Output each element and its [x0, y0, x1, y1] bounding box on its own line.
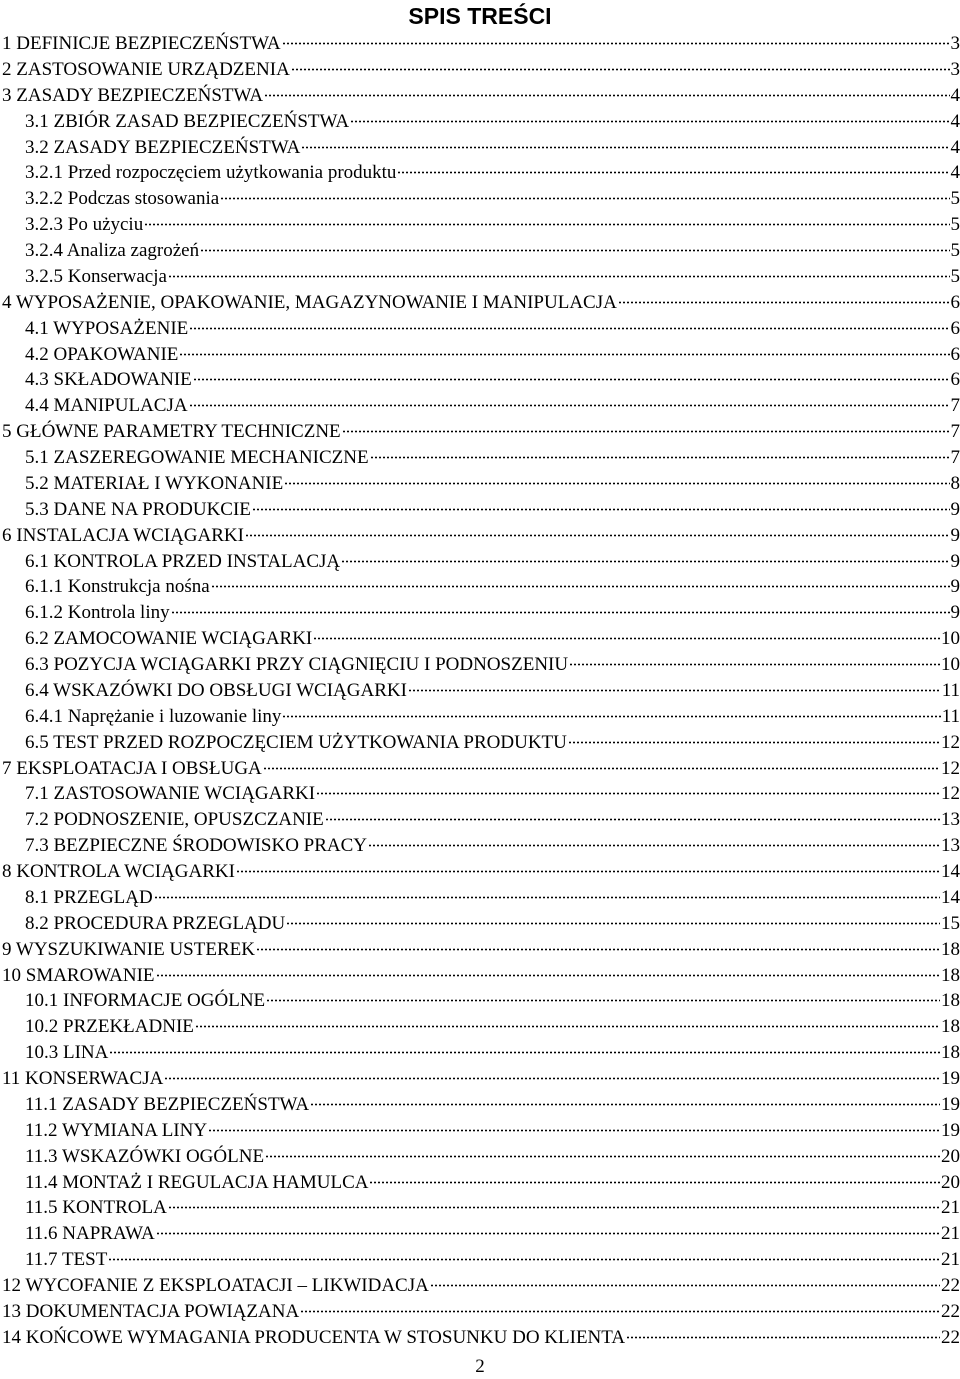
toc-entry[interactable]	[2, 937, 960, 963]
toc-entry-page: 3	[950, 33, 960, 54]
toc-entry-page: 10	[941, 628, 960, 650]
toc-entry-label: 6 INSTALACJA WCIĄGARKI	[2, 524, 244, 546]
toc-entry[interactable]	[2, 600, 960, 626]
toc-entry[interactable]	[2, 730, 960, 756]
toc-entry-label: 10.2 PRZEKŁADNIE	[25, 1016, 194, 1038]
toc-entry-label: 14 KOŃCOWE WYMAGANIA PRODUCENTA W STOSUNKU DO KLIENTA	[2, 1326, 626, 1348]
toc-entry[interactable]	[2, 988, 960, 1014]
toc-entry-label: 3.2 ZASADY BEZPIECZEŃSTWA	[25, 136, 301, 158]
dot-leader	[342, 430, 950, 433]
dot-leader	[397, 171, 949, 174]
toc-entry-label: 3.2.5 Konserwacja	[25, 265, 167, 287]
toc-entry-label: 4.1 WYPOSAŻENIE	[25, 317, 189, 339]
toc-entry-label: 10.1 INFORMACJE OGÓLNE	[25, 990, 266, 1012]
dot-leader	[200, 249, 949, 252]
toc-entry-page: 4	[950, 84, 960, 106]
dot-leader	[313, 637, 940, 640]
toc-entry-label: 3.2.2 Podczas stosowania	[25, 188, 220, 210]
toc-entry[interactable]	[2, 393, 960, 419]
toc-entry-label: 11.6 NAPRAWA	[25, 1223, 155, 1245]
toc-entry-page: 19	[941, 1119, 960, 1141]
toc-entry[interactable]	[2, 911, 960, 937]
toc-entry[interactable]	[2, 31, 960, 57]
toc-entry[interactable]	[2, 1299, 960, 1325]
table-of-contents	[2, 31, 960, 1351]
toc-entry-label: 3.2.4 Analiza zagrożeń	[25, 240, 200, 261]
toc-entry-label: 1 DEFINICJE BEZPIECZEŃSTWA	[2, 33, 281, 54]
toc-entry-label: 11.1 ZASADY BEZPIECZEŃSTWA	[25, 1093, 310, 1115]
toc-entry-label: 2 ZASTOSOWANIE URZĄDZENIA	[2, 58, 290, 80]
dot-leader	[569, 663, 940, 666]
toc-entry-label: 7.1 ZASTOSOWANIE WCIĄGARKI	[25, 783, 316, 805]
toc-entry-label: 7.3 BEZPIECZNE ŚRODOWISKO PRACY	[25, 835, 368, 857]
toc-entry-page: 13	[941, 809, 960, 831]
dot-leader	[282, 42, 950, 45]
toc-entry-page: 9	[950, 524, 960, 546]
toc-entry[interactable]	[2, 704, 960, 730]
toc-entry[interactable]	[2, 1144, 960, 1170]
toc-entry[interactable]	[2, 1092, 960, 1118]
toc-entry-page: 5	[950, 265, 960, 287]
dot-leader	[245, 534, 950, 537]
toc-entry-page: 22	[941, 1300, 960, 1322]
toc-entry-page: 20	[941, 1171, 960, 1193]
toc-entry-label: 8.1 PRZEGLĄD	[25, 886, 153, 908]
toc-entry-page: 6	[950, 343, 960, 365]
toc-entry-page: 11	[941, 705, 960, 727]
dot-leader	[156, 974, 940, 977]
dot-leader	[195, 1025, 940, 1028]
toc-entry-page: 7	[950, 421, 960, 443]
dot-leader	[264, 94, 949, 97]
toc-entry-page: 19	[941, 1093, 960, 1115]
toc-entry[interactable]	[2, 1221, 960, 1247]
toc-entry[interactable]	[2, 678, 960, 704]
toc-entry-label: 12 WYCOFANIE Z EKSPLOATACJI – LIKWIDACJA	[2, 1275, 429, 1296]
toc-entry[interactable]	[2, 367, 960, 393]
toc-entry[interactable]	[2, 238, 960, 264]
toc-entry-label: 5.2 MATERIAŁ I WYKONANIE	[25, 472, 284, 494]
toc-entry[interactable]	[2, 83, 960, 109]
toc-entry-page: 9	[950, 550, 960, 572]
toc-entry-label: 4 WYPOSAŻENIE, OPAKOWANIE, MAGAZYNOWANIE I MANIPULACJA	[2, 291, 617, 313]
toc-entry-label: 11.4 MONTAŻ I REGULACJA HAMULCA	[25, 1171, 369, 1193]
dot-leader	[266, 999, 940, 1002]
toc-entry[interactable]	[2, 652, 960, 678]
dot-leader	[171, 611, 950, 614]
toc-entry[interactable]	[2, 807, 960, 833]
toc-entry-page: 5	[950, 188, 960, 210]
dot-leader	[284, 482, 949, 485]
toc-entry[interactable]	[2, 781, 960, 807]
dot-leader	[252, 508, 950, 511]
dot-leader	[301, 146, 949, 149]
dot-leader	[408, 689, 941, 692]
toc-entry-label: 11.5 KONTROLA	[25, 1197, 167, 1219]
toc-entry-label: 5.1 ZASZEREGOWANIE MECHANICZNE	[25, 447, 369, 468]
dot-leader	[211, 585, 950, 588]
dot-leader	[189, 327, 949, 330]
toc-entry[interactable]	[2, 1247, 960, 1273]
toc-entry[interactable]	[2, 264, 960, 290]
toc-entry[interactable]	[2, 1273, 960, 1299]
dot-leader	[189, 404, 950, 407]
dot-leader	[263, 767, 940, 770]
dot-leader	[368, 844, 940, 847]
dot-leader	[168, 1206, 940, 1209]
toc-entry-page: 13	[941, 835, 960, 857]
dot-leader	[286, 922, 940, 925]
page-number: 2	[475, 1356, 485, 1377]
toc-entry-label: 3.1 ZBIÓR ZASAD BEZPIECZEŃSTWA	[25, 110, 350, 132]
toc-entry-label: 5 GŁÓWNE PARAMETRY TECHNICZNE	[2, 421, 341, 443]
toc-entry-page: 6	[950, 317, 960, 339]
toc-entry-label: 4.4 MANIPULACJA	[25, 395, 188, 417]
toc-entry-page: 10	[941, 654, 960, 675]
toc-entry-page: 8	[950, 472, 960, 494]
dot-leader	[108, 1258, 940, 1261]
dot-leader	[282, 715, 940, 718]
toc-entry-page: 4	[950, 110, 960, 132]
dot-leader	[208, 1129, 940, 1132]
toc-entry-page: 18	[941, 1042, 960, 1064]
dot-leader	[370, 456, 950, 459]
toc-entry-page: 11	[941, 679, 960, 701]
toc-entry-label: 4.3 SKŁADOWANIE	[25, 369, 192, 391]
toc-entry[interactable]	[2, 445, 960, 471]
toc-entry[interactable]	[2, 160, 960, 186]
toc-entry-page: 21	[941, 1249, 960, 1271]
toc-entry[interactable]	[2, 523, 960, 549]
dot-leader	[236, 870, 940, 873]
toc-entry-page: 3	[950, 58, 960, 80]
toc-entry-page: 12	[941, 731, 960, 753]
toc-entry[interactable]	[2, 186, 960, 212]
toc-entry[interactable]	[2, 57, 960, 83]
toc-entry-label: 8 KONTROLA WCIĄGARKI	[2, 861, 235, 882]
toc-entry[interactable]	[2, 859, 960, 885]
toc-entry-page: 21	[941, 1223, 960, 1245]
toc-entry-page: 7	[950, 447, 960, 468]
toc-entry[interactable]	[2, 316, 960, 342]
toc-entry[interactable]	[2, 963, 960, 989]
toc-entry-label: 6.4.1 Naprężanie i luzowanie liny	[25, 705, 282, 727]
toc-entry[interactable]	[2, 549, 960, 575]
toc-entry-label: 9 WYSZUKIWANIE USTEREK	[2, 938, 255, 960]
page-title: SPIS TREŚCI	[408, 3, 552, 29]
dot-leader	[325, 818, 940, 821]
toc-entry-label: 6.2 ZAMOCOWANIE WCIĄGARKI	[25, 628, 313, 650]
toc-entry[interactable]	[2, 212, 960, 238]
toc-entry[interactable]	[2, 1066, 960, 1092]
dot-leader	[164, 1077, 940, 1080]
toc-entry-page: 9	[950, 576, 960, 598]
toc-entry-page: 4	[950, 162, 960, 184]
toc-entry[interactable]	[2, 1195, 960, 1221]
dot-leader	[256, 948, 940, 951]
toc-entry[interactable]	[2, 135, 960, 161]
toc-entry-page: 6	[950, 291, 960, 313]
toc-entry-page: 18	[941, 938, 960, 960]
toc-entry[interactable]	[2, 833, 960, 859]
toc-entry-page: 18	[941, 1016, 960, 1038]
toc-entry-page: 9	[950, 498, 960, 520]
toc-entry-page: 12	[941, 757, 960, 779]
toc-entry[interactable]	[2, 342, 960, 368]
dot-leader	[168, 275, 950, 278]
toc-entry[interactable]	[2, 1325, 960, 1351]
toc-entry-label: 3.2.3 Po użyciu	[25, 214, 144, 236]
toc-entry-label: 13 DOKUMENTACJA POWIĄZANA	[2, 1300, 300, 1322]
toc-entry-page: 14	[941, 886, 960, 908]
toc-entry[interactable]	[2, 574, 960, 600]
toc-entry-page: 18	[941, 964, 960, 986]
toc-entry-page: 9	[950, 602, 960, 624]
toc-entry-label: 10.3 LINA	[25, 1042, 109, 1064]
toc-entry-label: 6.1.2 Kontrola liny	[25, 602, 170, 624]
toc-entry-page: 18	[941, 990, 960, 1012]
toc-entry-page: 7	[950, 395, 960, 417]
dot-leader	[350, 120, 949, 123]
toc-entry-label: 7 EKSPLOATACJA I OBSŁUGA	[2, 757, 262, 779]
dot-leader	[369, 1181, 940, 1184]
toc-entry-label: 11.2 WYMIANA LINY	[25, 1119, 208, 1141]
toc-entry-label: 3 ZASADY BEZPIECZEŃSTWA	[2, 84, 264, 106]
toc-entry-label: 10 SMAROWANIE	[2, 964, 155, 986]
toc-entry-label: 6.3 POZYCJA WCIĄGARKI PRZY CIĄGNIĘCIU I PODNOSZENIU	[25, 654, 569, 675]
toc-entry-page: 15	[941, 912, 960, 934]
dot-leader	[300, 1310, 940, 1313]
dot-leader	[626, 1336, 940, 1339]
dot-leader	[341, 560, 949, 563]
toc-entry[interactable]	[2, 1170, 960, 1196]
toc-entry-page: 21	[941, 1197, 960, 1219]
dot-leader	[316, 792, 940, 795]
toc-entry-label: 7.2 PODNOSZENIE, OPUSZCZANIE	[25, 809, 324, 831]
toc-entry[interactable]	[2, 756, 960, 782]
dot-leader	[156, 1232, 940, 1235]
dot-leader	[310, 1103, 940, 1106]
dot-leader	[618, 301, 950, 304]
toc-entry[interactable]	[2, 419, 960, 445]
dot-leader	[568, 741, 940, 744]
toc-entry-page: 14	[941, 861, 960, 882]
dot-leader	[109, 1051, 940, 1054]
dot-leader	[430, 1284, 940, 1287]
dot-leader	[193, 378, 950, 381]
toc-entry[interactable]	[2, 471, 960, 497]
toc-entry-page: 6	[950, 369, 960, 391]
toc-entry-label: 5.3 DANE NA PRODUKCIE	[25, 498, 251, 520]
dot-leader	[154, 896, 940, 899]
toc-entry-label: 6.5 TEST PRZED ROZPOCZĘCIEM UŻYTKOWANIA PRODUKTU	[25, 731, 567, 753]
dot-leader	[220, 197, 949, 200]
dot-leader	[144, 223, 949, 226]
dot-leader	[291, 68, 950, 71]
toc-entry[interactable]	[2, 626, 960, 652]
toc-entry-label: 4.2 OPAKOWANIE	[25, 343, 179, 365]
toc-entry-label: 8.2 PROCEDURA PRZEGLĄDU	[25, 912, 286, 934]
toc-entry-label: 3.2.1 Przed rozpoczęciem użytkowania produktu	[25, 162, 397, 184]
toc-entry-page: 22	[941, 1275, 960, 1296]
toc-entry-page: 5	[950, 240, 960, 261]
toc-entry[interactable]	[2, 290, 960, 316]
toc-entry-page: 5	[950, 214, 960, 236]
toc-entry[interactable]	[2, 497, 960, 523]
toc-entry-page: 20	[941, 1145, 960, 1167]
toc-entry[interactable]	[2, 1014, 960, 1040]
dot-leader	[265, 1155, 940, 1158]
toc-entry[interactable]	[2, 885, 960, 911]
toc-entry-page: 4	[950, 136, 960, 158]
toc-entry[interactable]	[2, 1118, 960, 1144]
dot-leader	[179, 353, 949, 356]
toc-entry-page: 12	[941, 783, 960, 805]
toc-entry-page: 22	[941, 1326, 960, 1348]
toc-entry-label: 6.1 KONTROLA PRZED INSTALACJĄ	[25, 550, 341, 572]
toc-entry-label: 11.7 TEST	[25, 1249, 108, 1271]
toc-entry[interactable]	[2, 109, 960, 135]
toc-entry-label: 6.4 WSKAZÓWKI DO OBSŁUGI WCIĄGARKI	[25, 679, 407, 701]
toc-entry-label: 11 KONSERWACJA	[2, 1068, 164, 1089]
toc-entry[interactable]	[2, 1040, 960, 1066]
toc-entry-page: 19	[941, 1068, 960, 1089]
toc-entry-label: 6.1.1 Konstrukcja nośna	[25, 576, 210, 598]
toc-entry-label: 11.3 WSKAZÓWKI OGÓLNE	[25, 1145, 265, 1167]
